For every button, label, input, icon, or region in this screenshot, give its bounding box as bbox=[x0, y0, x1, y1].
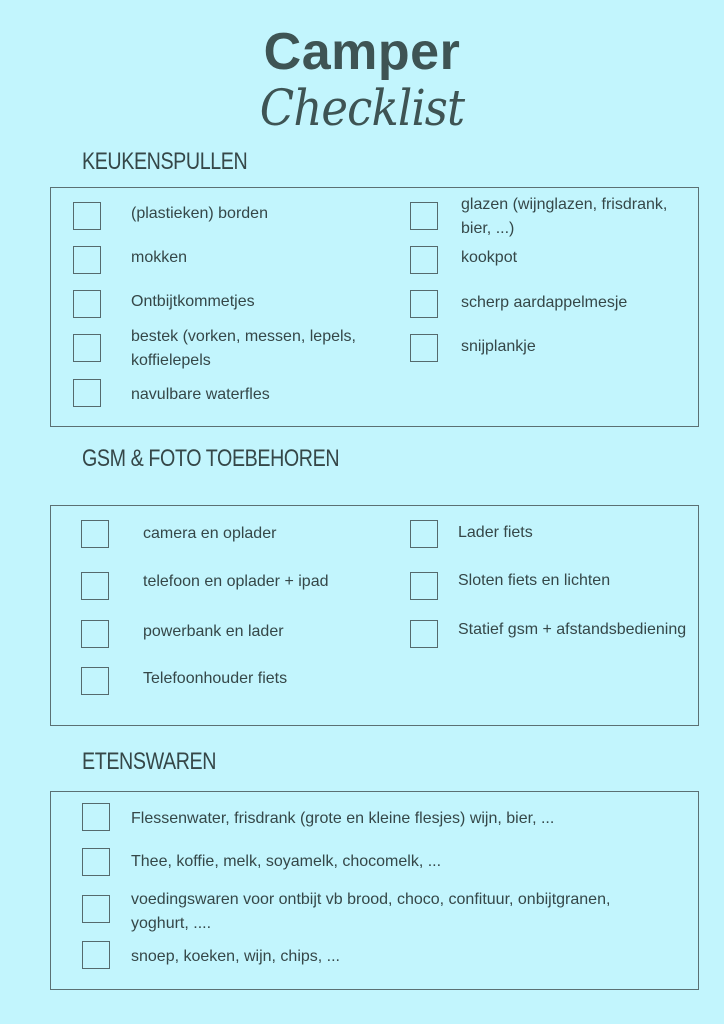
item-label: mokken bbox=[131, 249, 188, 266]
item-label: camera en oplader bbox=[143, 525, 277, 542]
checkbox[interactable] bbox=[73, 334, 101, 362]
item-label: Ontbijtkommetjes bbox=[131, 293, 255, 310]
checkbox[interactable] bbox=[82, 803, 110, 831]
item-label: snoep, koeken, wijn, chips, ... bbox=[131, 948, 340, 965]
checkbox[interactable] bbox=[410, 334, 438, 362]
checkbox[interactable] bbox=[82, 848, 110, 876]
item-label: Telefoonhouder fiets bbox=[143, 670, 288, 687]
item-label: voedingswaren voor ontbijt vb brood, choco, confituur, onbijtgranen, yoghurt, .... bbox=[131, 891, 611, 932]
item-label: Thee, koffie, melk, soyamelk, chocomelk, ... bbox=[131, 853, 442, 870]
page-title: Camper bbox=[263, 23, 461, 81]
checkbox[interactable] bbox=[81, 572, 109, 600]
item-label: navulbare waterfles bbox=[131, 386, 270, 403]
item-label: kookpot bbox=[461, 249, 518, 266]
checkbox[interactable] bbox=[82, 895, 110, 923]
item-label: snijplankje bbox=[461, 338, 536, 355]
item-label: Statief gsm + afstandsbediening bbox=[458, 621, 687, 638]
item-label: Lader fiets bbox=[458, 524, 533, 541]
checkbox[interactable] bbox=[410, 290, 438, 318]
checkbox[interactable] bbox=[73, 290, 101, 318]
checkbox[interactable] bbox=[410, 620, 438, 648]
checkbox[interactable] bbox=[81, 667, 109, 695]
checkbox[interactable] bbox=[81, 520, 109, 548]
checkbox[interactable] bbox=[410, 246, 438, 274]
checkbox[interactable] bbox=[410, 572, 438, 600]
item-label: (plastieken) borden bbox=[131, 205, 268, 222]
item-label: telefoon en oplader + ipad bbox=[143, 573, 329, 590]
item-label: Sloten fiets en lichten bbox=[458, 572, 611, 589]
item-label: glazen (wijnglazen, frisdrank, bier, ...) bbox=[461, 196, 668, 237]
item-label: powerbank en lader bbox=[143, 623, 284, 640]
page-subtitle: Checklist bbox=[259, 79, 465, 137]
section-heading-etenswaren: ETENSWAREN bbox=[82, 748, 217, 775]
checkbox[interactable] bbox=[81, 620, 109, 648]
checkbox[interactable] bbox=[73, 379, 101, 407]
section-heading-gsm-foto: GSM & FOTO TOEBEHOREN bbox=[82, 445, 340, 472]
item-label: scherp aardappelmesje bbox=[461, 294, 628, 311]
checkbox[interactable] bbox=[410, 520, 438, 548]
section-heading-keukenspullen: KEUKENSPULLEN bbox=[82, 148, 248, 175]
item-label: Flessenwater, frisdrank (grote en kleine flesjes) wijn, bier, ... bbox=[131, 810, 555, 827]
checkbox[interactable] bbox=[410, 202, 438, 230]
item-label: bestek (vorken, messen, lepels, koffielepels bbox=[131, 328, 356, 369]
checkbox[interactable] bbox=[73, 202, 101, 230]
checkbox[interactable] bbox=[73, 246, 101, 274]
checkbox[interactable] bbox=[82, 941, 110, 969]
